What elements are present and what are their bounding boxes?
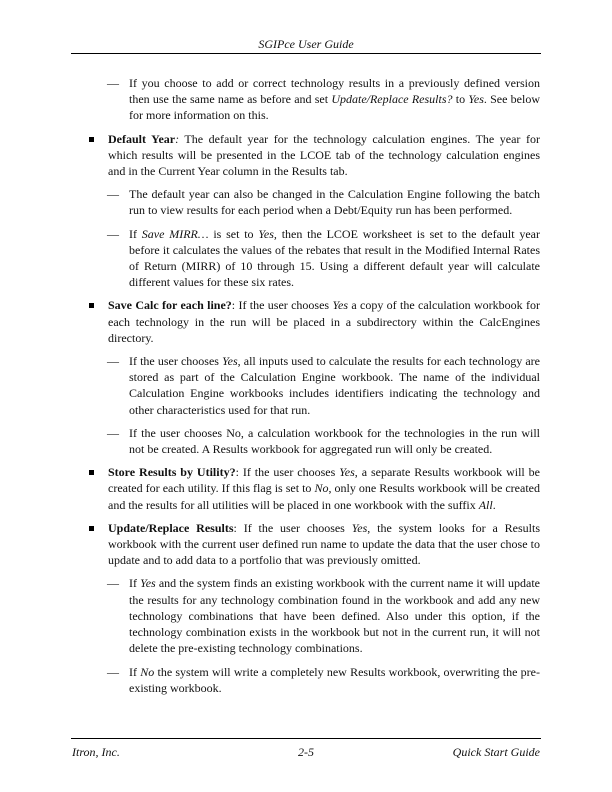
bullet-default-year: Default Year: The default year for the technology calculation engines. The year for which results will be presented in the LCOE tab of the technology calculation engines and in the Current Year column in the Results tab.	[72, 131, 540, 180]
default-year-sub-1: — The default year can also be changed in the Calculation Engine following the batch run to view results for each period when a Debt/Equity run has been performed.	[107, 187, 540, 218]
save-calc-sub-1: — If the user chooses Yes, all inputs used to calculate the results for each technology are stored as part of the Calculation Engine workbook. The name of the individual Calculation Engine workbooks includes identifiers indicating the technology and other characteristics used for that run.	[107, 354, 540, 417]
intro-sub-item: — If you choose to add or correct technology results in a previously defined version then use the same name as before and set Update/Replace Results? to Yes. See below for more information on this.	[107, 76, 540, 123]
page-number: 2-5	[298, 745, 314, 759]
page-header: SGIPce User Guide	[258, 37, 354, 51]
update-replace-sub-2: — If No the system will write a completely new Results workbook, overwriting the pre-existing workbook.	[107, 664, 540, 695]
header-rule	[71, 53, 541, 54]
term-update-replace: Update/Replace Results	[108, 520, 234, 535]
dash-marker: —	[107, 664, 119, 679]
dash-marker: —	[107, 226, 119, 241]
save-calc-sub-2: — If the user chooses No, a calculation workbook for the technologies in the run will not be created. A Results workbook for aggregated run will only be created.	[107, 425, 540, 457]
footer-company: Itron, Inc.	[72, 745, 120, 759]
bullet-store-results: Store Results by Utility?: If the user chooses Yes, a separate Results workbook will be created for each utility. If this flag is set to No, only one Results workbook will be created and the results for all utilities will be placed in one workbook with the suffix All.	[72, 464, 540, 513]
dash-marker: —	[107, 354, 119, 369]
term-save-calc: Save Calc for each line?	[108, 298, 232, 313]
dash-marker: —	[107, 187, 119, 202]
footer-rule	[71, 738, 541, 739]
dash-marker: —	[107, 576, 119, 591]
term-store-results: Store Results by Utility?	[108, 465, 236, 480]
dash-marker: —	[107, 76, 119, 90]
update-replace-sub-1: — If Yes and the system finds an existing workbook with the current name it will update the results for any technology combination found in the workbook and add any new technology combinations that have been defined. Also under this option, if the technology combination exists in the workbook but not in the current run, it will not delete the pre-existing technology combinations.	[107, 576, 540, 656]
dash-marker: —	[107, 425, 119, 440]
page-body	[72, 72, 540, 696]
term-default-year: Default Year	[108, 131, 176, 146]
default-year-sub-2: — If Save MIRR… is set to Yes, then the LCOE worksheet is set to the default year before it calculates the values of the rebates that result in the Modified Internal Rates of Return (MIRR) of 10 through 15. Using a different default year will calculate different values for these six rates.	[107, 226, 540, 290]
bullet-save-calc: Save Calc for each line?: If the user chooses Yes a copy of the calculation workbook for each technology in the run will be placed in a subdirectory within the CalcEngines directory.	[72, 297, 540, 346]
bullet-update-replace: Update/Replace Results: If the user chooses Yes, the system looks for a Results workbook with the current user defined run name to update the data that the user chose to update and to add data to a portfolio that was previously omitted.	[72, 520, 540, 569]
footer-document-title: Quick Start Guide	[452, 745, 540, 759]
